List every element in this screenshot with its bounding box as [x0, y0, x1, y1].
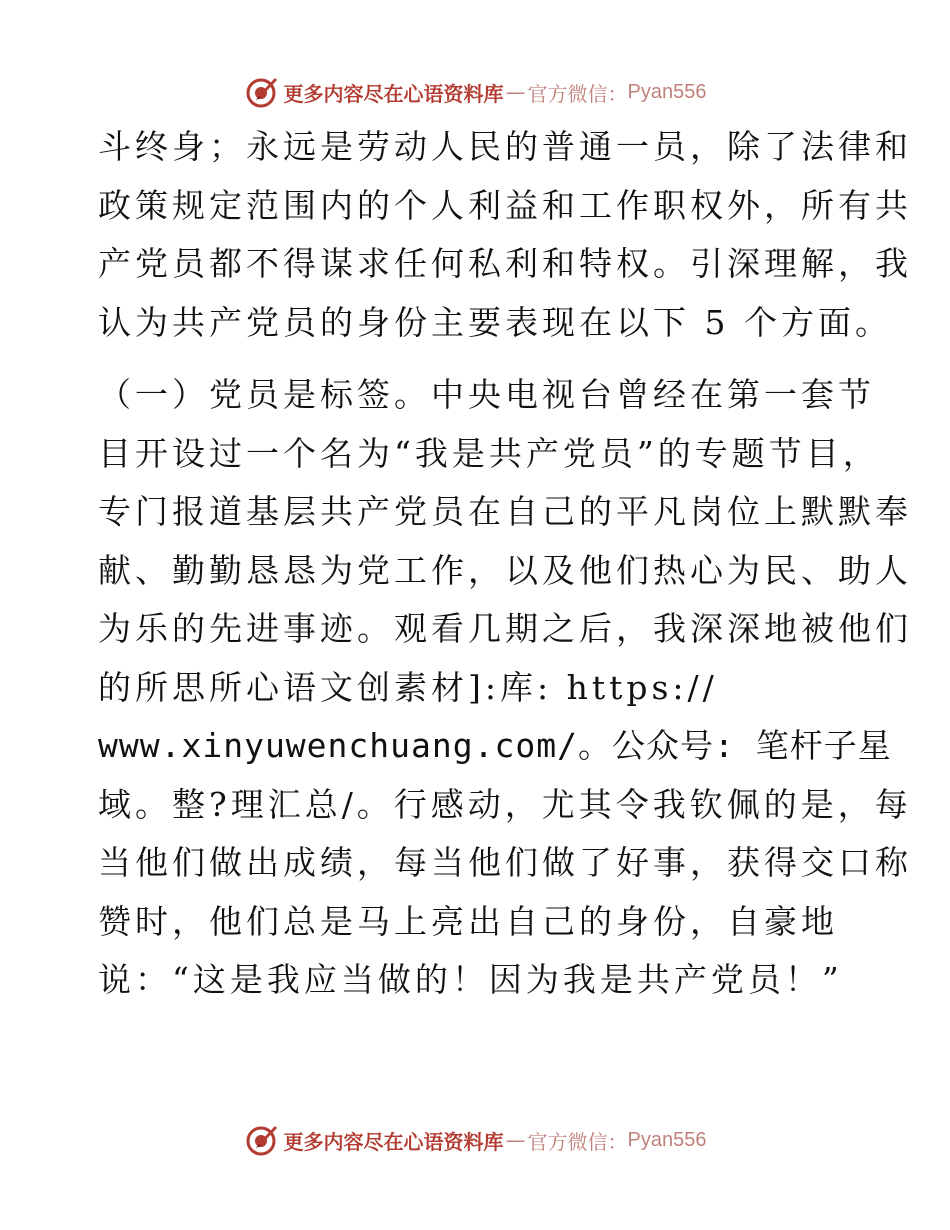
body-line: 政策规定范围内的个人利益和工作职权外，所有共	[98, 185, 912, 225]
body-line: 为乐的先进事迹。观看几期之后，我深深地被他们	[98, 609, 912, 648]
document-body	[98, 118, 912, 1010]
quill-logo-icon	[244, 74, 280, 110]
body-line: www.xinyuwenchuang.com/。公众号: 笔杆子星	[98, 726, 892, 765]
body-line: 目开设过一个名为“我是共产党员”的专题节目，	[98, 433, 880, 473]
body-line: 域。整?理汇总/。行感动，尤其令我钦佩的是，每	[98, 784, 912, 824]
body-line: 产党员都不得谋求任何私利和特权。引深理解，我	[98, 244, 912, 283]
header-banner-wechat-label: 官方微信：	[527, 81, 628, 106]
header-banner-title: 更多内容尽在心语资料库	[283, 81, 504, 106]
header-banner	[0, 72, 950, 112]
header-banner-wechat-id: Pyan556	[627, 80, 707, 103]
body-line: 赞时，他们总是马上亮出自己的身份，自豪地	[98, 901, 838, 941]
body-line: 认为共产党员的身份主要表现在以下 5 个方面。	[98, 302, 892, 342]
body-line: 献、勤勤恳恳为党工作，以及他们热心为民、助人	[98, 550, 912, 590]
body-line: 专门报道基层共产党员在自己的平凡岗位上默默奉	[98, 492, 912, 531]
header-banner-separator: —	[505, 80, 526, 104]
footer-banner	[0, 1120, 950, 1160]
footer-banner-separator: —	[505, 1128, 526, 1152]
body-line: 斗终身；永远是劳动人民的普通一员，除了法律和	[98, 127, 912, 166]
body-line: 当他们做出成绩，每当他们做了好事，获得交口称	[98, 843, 912, 882]
footer-banner-wechat-id: Pyan556	[627, 1128, 707, 1151]
footer-banner-title: 更多内容尽在心语资料库	[283, 1129, 504, 1154]
body-line: （一）党员是标签。中央电视台曾经在第一套节	[98, 375, 875, 414]
quill-logo-icon	[244, 1122, 280, 1158]
footer-banner-wechat-label: 官方微信：	[527, 1129, 628, 1154]
body-line: 说：“这是我应当做的！因为我是共产党员！”	[98, 960, 843, 999]
body-line: 的所思所心语文创素材]:库: https://	[98, 667, 718, 707]
